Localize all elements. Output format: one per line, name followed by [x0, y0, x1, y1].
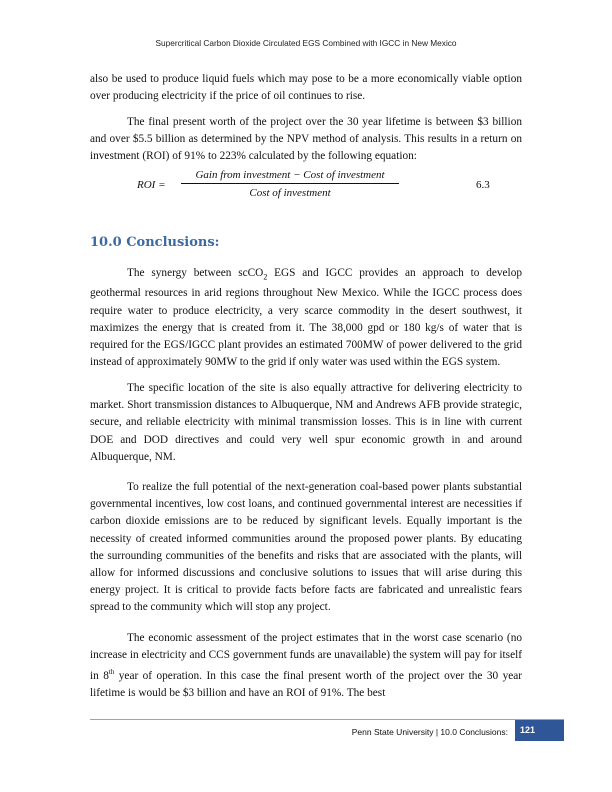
co2-subscript: 2	[263, 272, 268, 282]
paragraph-synergy	[90, 265, 522, 371]
equation-fraction	[181, 169, 399, 199]
footer-divider	[90, 719, 564, 720]
equation-numerator: Gain from investment − Cost of investment	[181, 169, 399, 184]
paragraph-full-potential: To realize the full potential of the next-generation coal-based power plants substantial governmental incentives, low cost loans, and continued governmental interest are necessities if carbon dioxide emissions are to be reduced by significant levels. Equally important is the necessity of created informed communities around the proposed power plants. By educating the surrounding communities of the benefits and risks that are associated with the plants, will allow for informed discussions and conclusive solutions to issues that will arise during this energy project. It is critical to provide facts before facts are fabricated and unrealistic fears spread to the community which will stop any project.	[90, 481, 522, 614]
equation-denominator: Cost of investment	[249, 187, 331, 199]
paragraph-present-worth: The final present worth of the project over the 30 year lifetime is between $3 billion and over $5.5 billion as determined by the NPV method of analysis. This results in a return on investment (ROI) of 91% to 223% calculated by the following equation:	[90, 116, 522, 163]
economic-text-rest: year of operation. In this case the final present worth of the project over the 30 year lifetime is would be $3 billion and have an ROI of 91%. The best	[90, 670, 523, 700]
paragraph-liquid-fuels: also be used to produce liquid fuels which may pose to be a more economically viable option over producing electricity if the price of oil continues to rise.	[90, 73, 522, 103]
economic-text-start: The economic assessment of the project estimates that in the worst case scenario (no increase in electricity and CCS government funds are unavailable) the system will pay for itself in 8	[90, 632, 522, 683]
page-number-badge: 121	[515, 720, 564, 741]
synergy-text-start: The synergy between scCO	[127, 267, 264, 279]
equation-lhs: ROI =	[137, 179, 166, 191]
running-header: Supercritical Carbon Dioxide Circulated EGS Combined with IGCC in New Mexico	[155, 38, 457, 48]
synergy-text-rest: EGS and IGCC provides an approach to develop geothermal resources in arid regions throughout New Mexico. While the IGCC process does require water to produce electricity, a very scarce commodity in the desert southwest, it maximizes the energy that is created from it. The 38,000 gpd or 180 kg/s of water that is required for the EGS/IGCC plant provides an estimated 700MW of power delivered to the grid instead of approximately 90MW to the grid if only water was used within the EGS system.	[90, 267, 522, 369]
equation-number: 6.3	[476, 179, 490, 191]
section-heading: 10.0 Conclusions:	[90, 235, 220, 250]
ordinal-superscript: th	[108, 668, 115, 677]
paragraph-economic-assessment	[90, 630, 522, 703]
paragraph-location: The specific location of the site is also equally attractive for delivering electricity to market. Short transmission distances to Albuquerque, NM and Andrews AFB provide strategic, secure, and reliable electricity with minimal transmission losses. This is in line with current DOE and DOD directives and could very well spur economic growth in and around Albuquerque, NM.	[90, 382, 522, 463]
footer-label: Penn State University | 10.0 Conclusions:	[351, 727, 508, 737]
roi-equation	[90, 166, 522, 206]
